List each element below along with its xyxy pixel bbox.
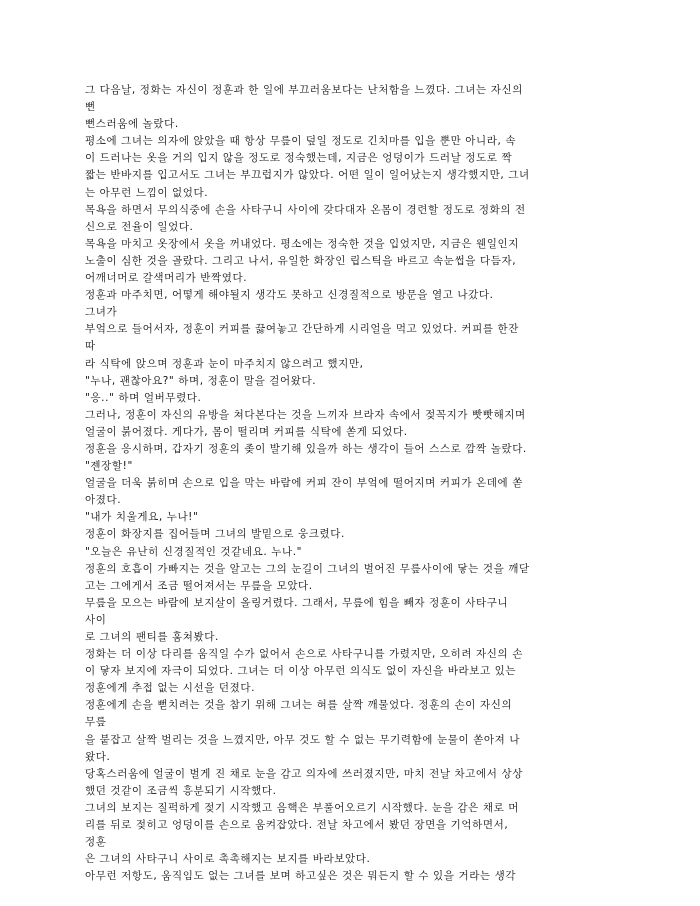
text-line: 부엌으로 들어서자, 정훈이 커피를 끓여놓고 간단하게 시리얼을 먹고 있었다. 커피를 한잔 xyxy=(85,323,519,336)
text-line: 을 붙잡고 살짝 벌리는 것을 느꼈지만, 아무 것도 할 수 없는 무기력함에 눈물이 쏟아져 나 xyxy=(85,733,521,746)
text-line: 그러나, 정훈이 자신의 유방을 쳐다본다는 것을 느끼자 브라자 속에서 젖꼭지가 빳빳해지며 xyxy=(85,408,526,421)
text-line: 정훈에게 손을 뻗치려는 것을 참기 위해 그녀는 혀를 살짝 깨물었다. 정훈의 손이 자신의 xyxy=(85,699,513,712)
text-line: 그 다음날, 정화는 자신이 정훈과 한 일에 부끄러움보다는 난처함을 느꼈다. 그녀는 자신의 xyxy=(85,84,523,96)
text-line: 로 그녀의 팬티를 훔쳐봤다. xyxy=(85,631,219,643)
text-line: 얼굴이 붉어졌다. 게다가, 몸이 떨리며 커피를 식탁에 쏟게 되었다. xyxy=(85,425,408,438)
text-line: 당혹스러움에 얼굴이 벌게 진 채로 눈을 감고 의자에 쓰러졌지만, 마치 전날 차고에서 상상 xyxy=(85,767,523,780)
text-line: 고는 그에게서 조금 떨어져서는 무릎을 모았다. xyxy=(85,579,313,592)
text-line: 라 식탁에 앉으며 정훈과 눈이 마주치지 않으려고 했지만, xyxy=(85,357,364,370)
text-line: 정화는 더 이상 다리를 움직일 수가 없어서 손으로 사타구니를 가렸지만, 오히려 자신의 손 xyxy=(85,648,523,661)
text-line: 평소에 그녀는 의자에 앉았을 때 항상 무릎이 덮일 정도로 긴치마를 입을 뿐만 아니라, 속 xyxy=(85,135,517,148)
text-line: 무릎 xyxy=(85,716,107,729)
text-line: 이 닿자 보지에 자극이 되었다. 그녀는 더 이상 아무런 의식도 없이 자신을 바라보고 있는 xyxy=(85,665,517,678)
text-line: 무릎을 모으는 바람에 보지살이 올링거렸다. 그래서, 무릎에 힘을 빼자 정훈이 사타구니 xyxy=(85,596,509,609)
text-line: 정훈에게 추접 없는 시선을 던졌다. xyxy=(85,682,256,695)
text-line: 신으로 전율이 일었다. xyxy=(85,220,194,233)
text-line: "응.." 하며 얼버무렸다. xyxy=(85,391,202,404)
text-line: 목욕을 마치고 옷장에서 옷을 꺼내었다. 평소에는 정숙한 것을 입었지만, 지금은 웬일인지 xyxy=(85,237,519,250)
text-line: "젠장할!" xyxy=(85,460,133,473)
text-line: 따 xyxy=(85,340,96,353)
text-line: 그녀의 보지는 질퍽하게 젖기 시작했고 음핵은 부풀어오르기 시작했다. 눈을 감은 채로 머 xyxy=(85,801,519,814)
body-text xyxy=(85,82,605,885)
text-line: 했던 것같이 조금씩 흥분되기 시작했다. xyxy=(85,784,277,797)
text-line: 이 드러나는 옷을 거의 입지 않을 정도로 정숙했는데, 지금은 엉덩이가 드러날 정도로 짝 xyxy=(85,152,513,165)
text-line: 아졌다. xyxy=(85,494,122,507)
text-line: "누나, 괜찮아요?" 하며, 정훈이 말을 걸어왔다. xyxy=(85,374,317,387)
text-line: 정훈을 응시하며, 갑자기 정훈의 좆이 발기해 있을까 하는 생각이 들어 스스로 깜짝 놀랐다. xyxy=(85,442,527,455)
text-line: 정훈이 화장지를 집어들며 그녀의 발밑으로 웅크렸다. xyxy=(85,528,345,541)
text-line: 은 그녀의 사타구니 사이로 촉촉해지는 보지를 바라보았다. xyxy=(85,853,371,866)
text-line: 뻔 xyxy=(85,101,96,114)
text-line: 정훈과 마주치면, 어떻게 해야될지 생각도 못하고 신경질적으로 방문을 열고 나갔다. xyxy=(85,289,494,302)
text-line: "내가 치울게요, 누나!" xyxy=(85,511,199,524)
text-line: 리를 뒤로 젖히고 엉덩이를 손으로 움켜잡았다. 전날 차고에서 봤던 장면을 기억하면서, xyxy=(85,819,509,832)
text-line: 짧는 반바지를 입고서도 그녀는 부끄럽지가 않았다. 어떤 일이 일어났는지 생각했지만, 그녀 xyxy=(85,169,530,182)
text-line: 아무런 저항도, 움직임도 없는 그녀를 보며 하고싶은 것은 뭐든지 할 수 있을 거라는 생각 xyxy=(85,870,517,883)
text-line: 정훈의 호흡이 가빠지는 것을 알고는 그의 눈길이 그녀의 벌어진 무릎사이에 닿는 것을 깨닫 xyxy=(85,562,530,575)
text-line: "오늘은 유난히 신경질적인 것같네요. 누나." xyxy=(85,545,303,558)
text-line: 왔다. xyxy=(85,750,111,763)
text-line: 어깨너머로 갈색머리가 반짝였다. xyxy=(85,272,248,285)
text-line: 얼굴을 더욱 붉히며 손으로 입을 막는 바람에 커피 잔이 부엌에 떨어지며 커피가 온데에 쏟 xyxy=(85,477,523,490)
text-line: 는 아무런 느낌이 없었다. xyxy=(85,186,209,199)
text-line: 그녀가 xyxy=(85,306,118,319)
text-line: 정훈 xyxy=(85,836,107,849)
text-line: 뻔스러움에 놀랐다. xyxy=(85,118,179,131)
text-line: 노출이 심한 것을 골랐다. 그리고 나서, 유일한 화장인 립스틱을 바르고 속눈썹을 다듬자, xyxy=(85,254,517,267)
text-line: 목욕을 하면서 무의식중에 손을 사타구니 사이에 갖다대자 온몸이 경련할 정도로 정화의 전 xyxy=(85,203,526,216)
text-line: 사이 xyxy=(85,613,107,626)
